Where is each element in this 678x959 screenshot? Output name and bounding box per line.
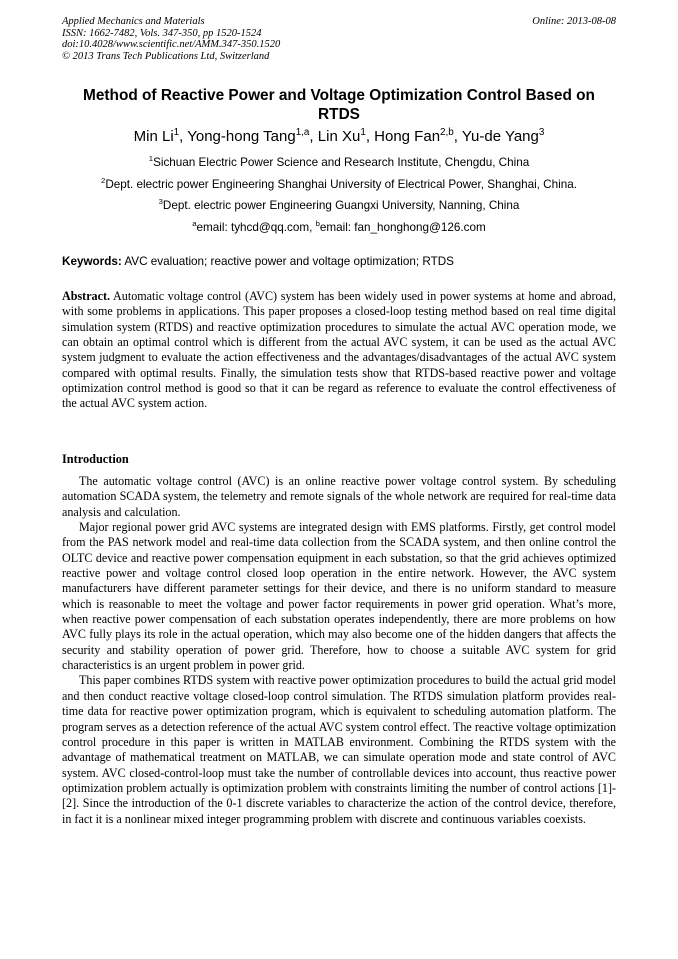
affiliation bbox=[62, 199, 616, 213]
email-b: email: fan_honghong@126.com bbox=[319, 221, 486, 234]
keywords-label: Keywords: bbox=[62, 255, 122, 268]
paragraph: The automatic voltage control (AVC) is an online reactive power voltage control system. By scheduling automation SCADA system, the telemetry and remote signals of the whole network are required for real-time data analysis and calculation. bbox=[62, 474, 616, 519]
abstract-text: Automatic voltage control (AVC) system has been widely used in power systems at home and abroad, with some problems in applications. This paper proposes a closed-loop testing method based on real time digital simulation system (RTDS) and reactive optimization procedures to simulate the actual AVC operation mode, we can obtain an optimal control which is different from the actual AVC system, it can be used as the actual AVC system judgment to evaluate the action effectiveness and the advantages/disadvantages of the actual AVC system compared with optimal results. Finally, the simulation tests show that RTDS-based reactive power and voltage optimization control method is good so that it can be regard as reference to evaluate the control effectiveness of the actual AVC system action. bbox=[62, 289, 616, 411]
paper-title: Method of Reactive Power and Voltage Optimization Control Based on RTDS bbox=[83, 87, 595, 123]
author-superscript: 2,b bbox=[440, 127, 454, 138]
affiliation-superscript: 3 bbox=[158, 197, 163, 207]
email-line bbox=[62, 221, 616, 235]
author-superscript: 1 bbox=[360, 127, 366, 138]
paragraph: This paper combines RTDS system with reactive power optimization procedures to build the actual grid model and then conduct reactive voltage closed-loop control simulation. The RTDS simulation platform provides real-time data for reactive power optimization program, which is equivalent to scheduling automation platform. The program serves as a detection reference of the actual AVC system control effect. The reactive voltage optimization control procedure in this paper is written in MATLAB environment. Combining the RTDS system with the advantage of mathematical treatment on MATLAB, we can simulate operation mode and state control of AVC system. AVC closed-control-loop must take the number of controllable devices into account, thus reactive power optimization problem actually is optimization problem with constraints limiting the number of control actions [1]-[2]. Since the introduction of the 0-1 discrete variables to characterize the action of the control device, therefore, in fact it is a nonlinear mixed integer programming problem with discrete and continuous variables coexists. bbox=[62, 673, 616, 826]
keywords-text: AVC evaluation; reactive power and voltage optimization; RTDS bbox=[121, 255, 454, 268]
introduction-body bbox=[62, 474, 616, 827]
issn-line: ISSN: 1662-7482, Vols. 347-350, pp 1520-1524 bbox=[62, 27, 262, 39]
author-list: Min Li$^1$, Yong-hong Tang$^{1,a}$, Lin Xu$^1$, Hong Fan$^{2,b}$, Yu-de Yang$^3$ bbox=[133, 127, 545, 145]
abstract-label: Abstract. bbox=[62, 289, 111, 303]
abstract bbox=[62, 289, 616, 412]
journal-name: Applied Mechanics and Materials bbox=[62, 16, 205, 27]
author-name: Yong-hong Tang bbox=[187, 128, 296, 145]
affiliation bbox=[62, 178, 616, 192]
author-name: Lin Xu bbox=[317, 128, 361, 145]
online-date: Online: 2013-08-08 bbox=[532, 16, 616, 27]
author-superscript: 1,a bbox=[295, 127, 310, 138]
affiliation-text: Dept. electric power Engineering Shanghai University of Electrical Power, Shanghai, China. bbox=[105, 178, 577, 191]
copyright-line: © 2013 Trans Tech Publications Ltd, Switzerland bbox=[62, 50, 270, 62]
affiliation-superscript: 1 bbox=[148, 154, 154, 164]
email-a: email: tyhcd@qq.com, bbox=[196, 221, 316, 234]
paragraph: Major regional power grid AVC systems are integrated design with EMS platforms. Firstly, get control model from the PAS network model and real-time data collection from the SCADA system, and then online control the OLTC device and reactive power compensation equipment in each substation, so that the grid achieves optimized reactive power and voltage control closed loop operation in the entire network. However, the AVC system manufacturers have different parameter settings for their device, and there is no uniform standard to measure which is reasonable to meet the voltage and power factor requirements in power grid operation. What’s more, when reactive power compensation of each substation operates independently, there are more problems on how AVC fully plays its role in the actual operation, which may also become one of the hidden dangers that affects the security and stability operation of power grid. Therefore, how to choose a suitable AVC system for grid characteristics is an urgent problem in power grid. bbox=[62, 520, 616, 673]
affiliation-superscript: 2 bbox=[101, 176, 106, 186]
affiliation bbox=[62, 156, 616, 170]
affiliation-text: Sichuan Electric Power Science and Research Institute, Chengdu, China bbox=[153, 156, 530, 169]
author-superscript: 3 bbox=[538, 127, 545, 138]
email-superscript: b bbox=[315, 219, 320, 229]
affiliation-text: Dept. electric power Engineering Guangxi University, Nanning, China bbox=[162, 199, 520, 212]
keywords bbox=[62, 255, 616, 269]
author-superscript: 1 bbox=[173, 127, 180, 138]
journal-header bbox=[62, 16, 616, 62]
section-heading-introduction: Introduction bbox=[62, 452, 129, 466]
doi-line: doi:10.4028/www.scientific.net/AMM.347-350.1520 bbox=[62, 39, 281, 51]
email-superscript: a bbox=[192, 219, 197, 229]
author-name: Hong Fan bbox=[374, 128, 441, 145]
author-name: Min Li bbox=[133, 128, 174, 145]
author-name: Yu-de Yang bbox=[461, 128, 539, 145]
